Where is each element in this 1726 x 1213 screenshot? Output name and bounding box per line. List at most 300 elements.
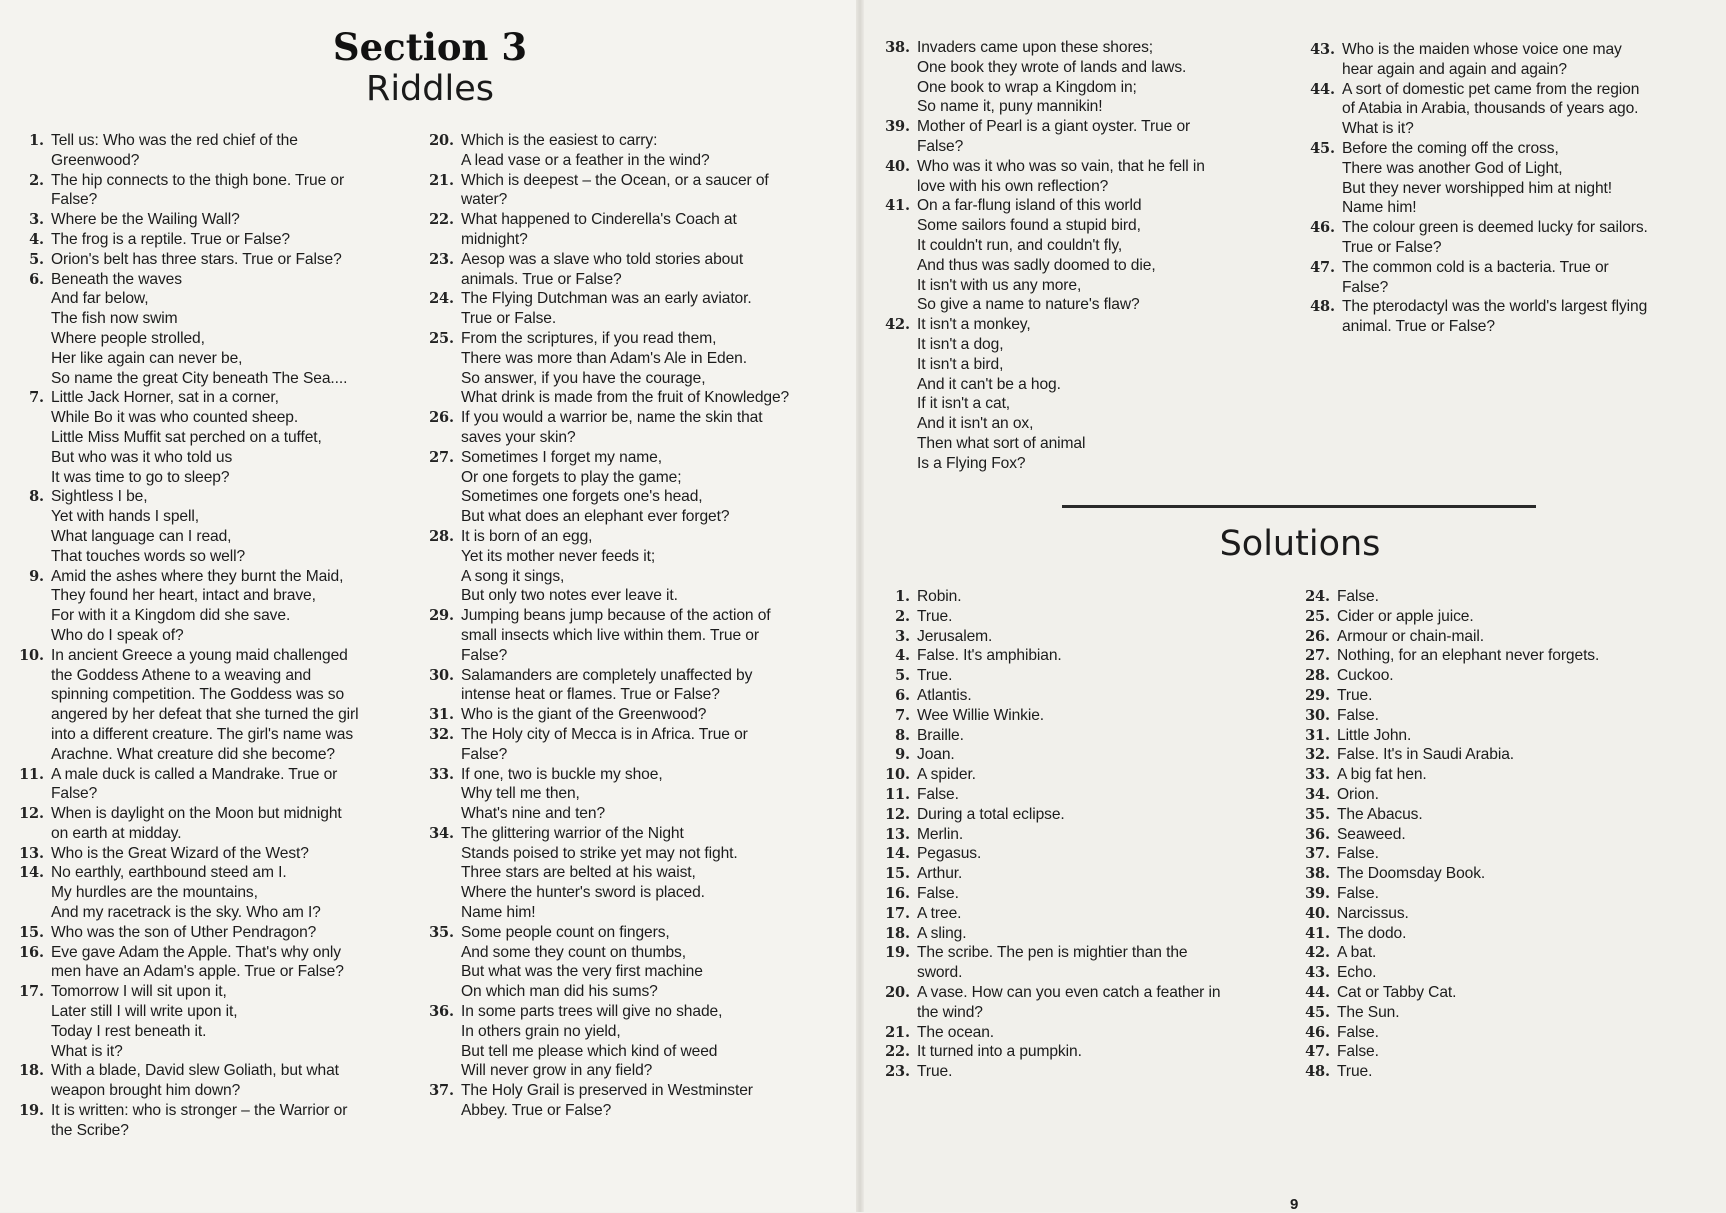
solution-number: 41.: [1305, 924, 1330, 942]
solution-text: Little John.: [1337, 726, 1412, 744]
solution-item: [880, 607, 1280, 627]
riddle-number: 24.: [429, 290, 454, 308]
riddle-item: [1305, 218, 1720, 258]
riddle-number: 2.: [29, 171, 44, 189]
section-title: Section 3: [332, 25, 528, 69]
solution-text: Echo.: [1337, 964, 1377, 982]
riddle-number: 35.: [429, 923, 454, 941]
solution-text: False.: [1337, 1043, 1379, 1061]
riddle-text: The hip connects to the thigh bone. True or False?: [51, 171, 345, 209]
solution-text: A spider.: [917, 766, 976, 784]
solution-number: 32.: [1305, 746, 1330, 764]
riddle-text: Who is the giant of the Greenwood?: [461, 706, 707, 724]
riddle-text: The colour green is deemed lucky for sailors. True or False?: [1342, 219, 1648, 256]
solution-item: [1300, 943, 1710, 963]
solution-item: [1300, 587, 1710, 607]
riddle-item: [14, 804, 414, 844]
riddle-item: [424, 725, 829, 765]
section-header: [320, 26, 540, 110]
riddle-item: [424, 1002, 829, 1081]
riddle-number: 33.: [429, 765, 454, 783]
solution-text: Narcissus.: [1337, 904, 1409, 922]
riddle-item: [1305, 80, 1720, 139]
riddle-number: 16.: [19, 943, 44, 961]
solution-text: The scribe. The pen is mightier than the sword.: [917, 944, 1188, 982]
riddle-text: The pterodactyl was the world's largest flying animal. True or False?: [1342, 298, 1648, 336]
riddle-number: 34.: [429, 824, 454, 842]
solution-number: 38.: [1305, 865, 1330, 883]
solution-text: False.: [917, 884, 959, 902]
riddle-text: Some people count on fingers, And some they count on thumbs, But what was the very first machine On which man did his sums?: [461, 923, 703, 1001]
solution-number: 39.: [1305, 884, 1330, 902]
riddle-text: No earthly, earthbound steed am I. My hurdles are the mountains, And my racetrack is the sky. Who am I?: [51, 864, 321, 922]
solution-number: 27.: [1305, 647, 1330, 665]
riddle-text: Tomorrow I will sit upon it, Later still I will write upon it, Today I rest beneath it. What is it?: [51, 983, 238, 1060]
solution-text: Robin.: [917, 588, 962, 605]
solution-number: 35.: [1305, 805, 1330, 823]
solution-text: False.: [1337, 884, 1379, 902]
questions-column-3: [880, 38, 1280, 474]
solution-item: [880, 686, 1280, 706]
riddle-text: It isn't a monkey, It isn't a dog, It isn't a bird, And it can't be a hog. If it isn't a cat, And it isn't an ox, Then what sort of animal Is a Flying Fox?: [917, 316, 1086, 472]
solution-text: Cider or apple juice.: [1337, 607, 1474, 625]
solution-number: 3.: [895, 627, 910, 645]
solution-text: Wee Willie Winkie.: [917, 706, 1045, 724]
solution-text: A tree.: [917, 904, 962, 922]
solution-text: Joan.: [917, 746, 955, 764]
solution-text: A bat.: [1337, 944, 1377, 962]
solution-number: 15.: [885, 865, 910, 883]
solution-text: The dodo.: [1337, 924, 1407, 942]
riddle-number: 9.: [29, 567, 44, 585]
solution-number: 12.: [885, 805, 910, 823]
riddle-text: Beneath the waves And far below, The fish now swim Where people strolled, Her like again can never be, So name the great City beneath The Sea....: [51, 270, 348, 387]
riddle-number: 41.: [885, 197, 910, 215]
riddle-item: [14, 1061, 414, 1101]
riddle-number: 46.: [1310, 219, 1335, 237]
riddle-item: [424, 527, 829, 606]
riddle-text: With a blade, David slew Goliath, but what weapon brought him down?: [51, 1062, 339, 1100]
solution-number: 36.: [1305, 825, 1330, 843]
riddle-text: Who was it who was so vain, that he fell in love with his own reflection?: [917, 157, 1205, 195]
riddle-number: 11.: [19, 765, 44, 783]
solution-number: 17.: [885, 904, 910, 922]
riddle-text: If you would a warrior be, name the skin that saves your skin?: [461, 409, 763, 446]
riddle-item: [424, 705, 829, 725]
solution-item: [1300, 1023, 1710, 1043]
riddle-text: Who is the Great Wizard of the West?: [51, 844, 309, 862]
riddle-text: If one, two is buckle my shoe, Why tell me then, What's nine and ten?: [461, 765, 663, 823]
solution-number: 4.: [895, 647, 910, 665]
page-gutter: [856, 0, 864, 1212]
riddle-item: [1305, 40, 1720, 80]
riddle-number: 14.: [19, 864, 44, 882]
solution-text: Braille.: [917, 726, 964, 744]
riddle-number: 44.: [1310, 80, 1335, 98]
riddle-item: [14, 567, 414, 646]
riddle-text: The Flying Dutchman was an early aviator. True or False.: [461, 290, 752, 328]
riddle-number: 4.: [29, 230, 44, 248]
solution-item: [1300, 805, 1710, 825]
solution-number: 33.: [1305, 766, 1330, 784]
riddle-item: [14, 171, 414, 211]
riddle-text: From the scriptures, if you read them, There was more than Adam's Ale in Eden. So answer, if you have the courage, What drink is made from the fruit of Knowledge?: [461, 329, 790, 407]
riddle-item: [14, 982, 414, 1061]
solution-text: During a total eclipse.: [917, 805, 1065, 823]
riddle-item: [14, 210, 414, 230]
solution-item: [1300, 646, 1710, 666]
riddle-number: 8.: [29, 488, 44, 506]
solution-text: Cuckoo.: [1337, 667, 1394, 685]
riddle-text: Amid the ashes where they burnt the Maid, They found her heart, intact and brave, For with it a Kingdom did she save. Who do I speak of?: [51, 567, 344, 644]
riddle-text: Before the coming off the cross, There was another God of Light, But they never worshipped him at night! Name him!: [1342, 139, 1613, 217]
riddle-text: A male duck is called a Mandrake. True or False?: [51, 765, 338, 803]
solution-item: [1300, 864, 1710, 884]
riddle-item: [424, 448, 829, 527]
solution-item: [880, 825, 1280, 845]
solution-item: [1300, 904, 1710, 924]
riddle-number: 12.: [19, 805, 44, 823]
solution-number: 23.: [885, 1063, 910, 1081]
riddle-number: 39.: [885, 118, 910, 136]
solution-number: 6.: [895, 686, 910, 704]
riddle-item: [424, 210, 829, 250]
solution-text: False.: [1337, 706, 1379, 724]
solution-item: [880, 1042, 1280, 1062]
solution-item: [1300, 785, 1710, 805]
riddle-item: [424, 131, 829, 171]
solution-text: A sling.: [917, 924, 967, 942]
riddle-number: 1.: [29, 132, 44, 149]
solution-number: 8.: [895, 726, 910, 744]
riddle-text: Which is the easiest to carry: A lead vase or a feather in the wind?: [461, 132, 710, 169]
solution-number: 24.: [1305, 588, 1330, 605]
solution-item: [880, 864, 1280, 884]
riddle-number: 42.: [885, 316, 910, 334]
solution-text: Orion.: [1337, 785, 1379, 803]
solution-number: 19.: [885, 944, 910, 962]
riddle-number: 45.: [1310, 139, 1335, 157]
section-subtitle: Riddles: [366, 69, 494, 109]
riddle-item: [424, 666, 829, 706]
solution-item: [1300, 686, 1710, 706]
solution-item: [1300, 726, 1710, 746]
solution-item: [1300, 607, 1710, 627]
riddle-item: [424, 824, 829, 923]
riddle-number: 17.: [19, 983, 44, 1001]
solution-text: Seaweed.: [1337, 825, 1406, 843]
riddle-item: [14, 1101, 414, 1141]
solution-text: A big fat hen.: [1337, 766, 1427, 784]
riddle-number: 30.: [429, 666, 454, 684]
riddle-item: [424, 606, 829, 665]
riddle-item: [14, 844, 414, 864]
riddle-item: [14, 943, 414, 983]
solution-text: A vase. How can you even catch a feather in the wind?: [917, 983, 1221, 1021]
riddle-text: The glittering warrior of the Night Stands poised to strike yet may not fight. Three stars are belted at his waist, Where the hunter's sword is placed. Name him!: [461, 824, 738, 922]
riddle-item: [14, 388, 414, 487]
riddle-text: In ancient Greece a young maid challenged the Goddess Athene to a weaving and spinning competition. The Goddess was so angered by her defeat that she turned the girl into a different creature. The girl's name was Arachne. What creature did she become?: [51, 646, 359, 763]
solution-text: False. It's in Saudi Arabia.: [1337, 746, 1515, 764]
solution-text: Pegasus.: [917, 845, 982, 863]
riddle-item: [424, 923, 829, 1002]
riddle-item: [424, 171, 829, 211]
solution-text: The Abacus.: [1337, 805, 1423, 823]
solution-item: [880, 666, 1280, 686]
solution-number: 1.: [895, 588, 910, 605]
solution-text: False.: [917, 785, 959, 803]
solution-number: 40.: [1305, 904, 1330, 922]
riddle-number: 19.: [19, 1102, 44, 1120]
riddle-item: [14, 487, 414, 566]
solution-item: [1300, 983, 1710, 1003]
riddle-item: [880, 38, 1280, 117]
riddle-item: [14, 131, 414, 171]
solution-item: [1300, 666, 1710, 686]
solution-item: [880, 745, 1280, 765]
solution-text: Arthur.: [917, 865, 963, 883]
riddle-number: 23.: [429, 250, 454, 268]
solution-text: Atlantis.: [917, 686, 972, 704]
riddle-text: A sort of domestic pet came from the region of Atabia in Arabia, thousands of years ago. What is it?: [1342, 80, 1640, 138]
solution-number: 10.: [885, 766, 910, 784]
solution-text: The ocean.: [917, 1023, 995, 1041]
riddle-number: 36.: [429, 1003, 454, 1021]
solution-item: [880, 924, 1280, 944]
riddle-number: 22.: [429, 211, 454, 229]
riddle-item: [880, 157, 1280, 197]
riddle-number: 20.: [429, 132, 454, 149]
solution-number: 16.: [885, 884, 910, 902]
solution-number: 28.: [1305, 667, 1330, 685]
solutions-column-1: [880, 587, 1280, 1082]
solution-text: Cat or Tabby Cat.: [1337, 983, 1457, 1001]
riddle-text: Salamanders are completely unaffected by intense heat or flames. True or False?: [461, 666, 753, 704]
solution-number: 42.: [1305, 944, 1330, 962]
solution-item: [1300, 825, 1710, 845]
riddle-text: Which is deepest – the Ocean, or a saucer of water?: [461, 171, 769, 209]
riddle-item: [1305, 139, 1720, 218]
solution-item: [1300, 1062, 1710, 1082]
solution-item: [1300, 884, 1710, 904]
riddle-item: [14, 765, 414, 805]
riddle-number: 18.: [19, 1062, 44, 1080]
riddle-text: What happened to Cinderella's Coach at midnight?: [461, 211, 737, 248]
riddle-text: Where be the Wailing Wall?: [51, 211, 240, 229]
solutions-column-2: [1300, 587, 1710, 1082]
riddle-text: The Holy Grail is preserved in Westminster Abbey. True or False?: [461, 1082, 753, 1120]
riddle-text: Who was the son of Uther Pendragon?: [51, 923, 317, 941]
riddle-text: Eve gave Adam the Apple. That's why only men have an Adam's apple. True or False?: [51, 943, 344, 981]
solution-text: The Sun.: [1337, 1003, 1400, 1021]
solution-number: 25.: [1305, 607, 1330, 625]
solution-number: 37.: [1305, 845, 1330, 863]
solution-item: [880, 706, 1280, 726]
solution-text: False.: [1337, 845, 1379, 863]
solution-number: 30.: [1305, 706, 1330, 724]
riddle-text: The common cold is a bacteria. True or False?: [1342, 258, 1609, 296]
riddle-number: 6.: [29, 270, 44, 288]
solution-number: 22.: [885, 1043, 910, 1061]
riddle-number: 15.: [19, 923, 44, 941]
riddle-item: [880, 315, 1280, 473]
solution-text: It turned into a pumpkin.: [917, 1043, 1082, 1061]
riddle-text: Aesop was a slave who told stories about animals. True or False?: [461, 250, 744, 288]
solution-item: [880, 627, 1280, 647]
riddle-text: It is born of an egg, Yet its mother never feeds it; A song it sings, But only two notes ever leave it.: [461, 527, 678, 605]
solution-item: [880, 726, 1280, 746]
solution-item: [1300, 1042, 1710, 1062]
solution-item: [880, 943, 1280, 983]
solution-number: 5.: [895, 667, 910, 685]
solution-text: True.: [1337, 686, 1373, 704]
questions-column-2: [424, 131, 829, 1121]
solution-item: [1300, 844, 1710, 864]
riddle-number: 21.: [429, 171, 454, 189]
solution-item: [880, 1062, 1280, 1082]
solution-number: 9.: [895, 746, 910, 764]
solution-number: 14.: [885, 845, 910, 863]
solution-text: True.: [917, 1063, 953, 1081]
page-number: 9: [1290, 1196, 1299, 1213]
riddle-number: 37.: [429, 1082, 454, 1100]
riddle-number: 10.: [19, 646, 44, 664]
solutions-title: Solutions: [1219, 524, 1381, 564]
riddle-text: Sometimes I forget my name, Or one forgets to play the game; Sometimes one forgets one's head, But what does an elephant ever forget?: [461, 448, 730, 526]
solution-item: [880, 805, 1280, 825]
solution-text: True.: [1337, 1063, 1373, 1081]
riddle-number: 47.: [1310, 258, 1335, 276]
questions-column-1: [14, 131, 414, 1141]
solution-number: 21.: [885, 1023, 910, 1041]
riddle-item: [1305, 258, 1720, 298]
riddle-text: Mother of Pearl is a giant oyster. True or False?: [917, 118, 1191, 155]
solution-item: [880, 646, 1280, 666]
riddle-text: When is daylight on the Moon but midnight on earth at midday.: [51, 805, 342, 842]
solution-item: [880, 1023, 1280, 1043]
riddle-item: [14, 863, 414, 922]
solution-item: [1300, 765, 1710, 785]
riddle-item: [424, 1081, 829, 1121]
solution-item: [880, 765, 1280, 785]
riddle-text: The Holy city of Mecca is in Africa. True or False?: [461, 725, 748, 763]
riddle-item: [424, 765, 829, 824]
riddle-item: [424, 408, 829, 448]
riddle-text: The frog is a reptile. True or False?: [51, 230, 290, 248]
solution-number: 2.: [895, 607, 910, 625]
riddle-text: Tell us: Who was the red chief of the Greenwood?: [51, 132, 298, 169]
solution-text: False.: [1337, 588, 1379, 605]
solutions-divider: [1062, 505, 1536, 508]
solution-number: 47.: [1305, 1043, 1330, 1061]
riddle-item: [424, 250, 829, 290]
solution-number: 26.: [1305, 627, 1330, 645]
questions-column-4: [1305, 40, 1720, 337]
solution-number: 48.: [1305, 1063, 1330, 1081]
solution-number: 34.: [1305, 785, 1330, 803]
solution-item: [1300, 924, 1710, 944]
riddle-number: 13.: [19, 844, 44, 862]
solution-number: 7.: [895, 706, 910, 724]
solution-number: 13.: [885, 825, 910, 843]
riddle-text: Jumping beans jump because of the action of small insects which live within them. True or False?: [461, 607, 771, 664]
solution-item: [1300, 1003, 1710, 1023]
riddle-item: [14, 923, 414, 943]
riddle-number: 3.: [29, 211, 44, 229]
solution-item: [880, 587, 1280, 607]
riddle-number: 27.: [429, 448, 454, 466]
riddle-item: [14, 230, 414, 250]
riddle-number: 40.: [885, 157, 910, 175]
solution-text: The Doomsday Book.: [1337, 865, 1486, 883]
riddle-number: 28.: [429, 527, 454, 545]
solution-text: False. It's amphibian.: [917, 647, 1062, 665]
riddle-number: 26.: [429, 409, 454, 427]
riddle-number: 38.: [885, 39, 910, 56]
solution-text: Armour or chain-mail.: [1337, 627, 1484, 645]
riddle-text: It is written: who is stronger – the Warrior or the Scribe?: [51, 1102, 348, 1139]
solution-item: [880, 884, 1280, 904]
solution-number: 46.: [1305, 1023, 1330, 1041]
solution-text: False.: [1337, 1023, 1379, 1041]
riddle-item: [424, 329, 829, 408]
riddle-text: Sightless I be, Yet with hands I spell, What language can I read, That touches words so well?: [51, 488, 246, 565]
solution-text: Merlin.: [917, 825, 964, 843]
riddle-number: 5.: [29, 250, 44, 268]
riddle-item: [880, 196, 1280, 315]
riddle-number: 25.: [429, 329, 454, 347]
solution-text: Nothing, for an elephant never forgets.: [1337, 647, 1600, 665]
riddle-text: On a far-flung island of this world Some sailors found a stupid bird, It couldn't run, and couldn't fly, And thus was sadly doomed to die, It isn't with us any more, So give a name to nature's flaw?: [917, 197, 1156, 314]
riddle-number: 7.: [29, 389, 44, 407]
solution-number: 11.: [885, 785, 910, 803]
riddle-text: Invaders came upon these shores; One book they wrote of lands and laws. One book to wrap a Kingdom in; So name it, puny mannikin!: [917, 39, 1187, 116]
solution-item: [1300, 627, 1710, 647]
solution-item: [1300, 745, 1710, 765]
solution-number: 20.: [885, 983, 910, 1001]
solution-item: [880, 844, 1280, 864]
solution-item: [1300, 963, 1710, 983]
solution-number: 29.: [1305, 686, 1330, 704]
solution-number: 45.: [1305, 1003, 1330, 1021]
solution-number: 44.: [1305, 983, 1330, 1001]
riddle-text: Little Jack Horner, sat in a corner, While Bo it was who counted sheep. Little Miss Muffit sat perched on a tuffet, But who was it who told us It was time to go to sleep?: [51, 389, 322, 486]
riddle-number: 43.: [1310, 41, 1335, 58]
riddle-text: Orion's belt has three stars. True or False?: [51, 250, 342, 268]
solution-number: 43.: [1305, 964, 1330, 982]
riddle-number: 31.: [429, 706, 454, 724]
riddle-number: 29.: [429, 607, 454, 625]
riddle-number: 48.: [1310, 298, 1335, 316]
riddle-number: 32.: [429, 725, 454, 743]
solution-text: True.: [917, 607, 953, 625]
riddle-text: In some parts trees will give no shade, In others grain no yield, But tell me please which kind of weed Will never grow in any field?: [461, 1003, 723, 1080]
riddle-item: [14, 646, 414, 765]
solution-text: Jerusalem.: [917, 627, 993, 645]
solution-item: [880, 904, 1280, 924]
solution-text: True.: [917, 667, 953, 685]
solution-number: 18.: [885, 924, 910, 942]
riddle-item: [14, 250, 414, 270]
riddle-item: [1305, 297, 1720, 337]
solution-item: [1300, 706, 1710, 726]
riddle-text: Who is the maiden whose voice one may hear again and again and again?: [1342, 41, 1622, 78]
solution-number: 31.: [1305, 726, 1330, 744]
riddle-item: [14, 270, 414, 389]
solution-item: [880, 785, 1280, 805]
riddle-item: [424, 289, 829, 329]
riddle-item: [880, 117, 1280, 157]
